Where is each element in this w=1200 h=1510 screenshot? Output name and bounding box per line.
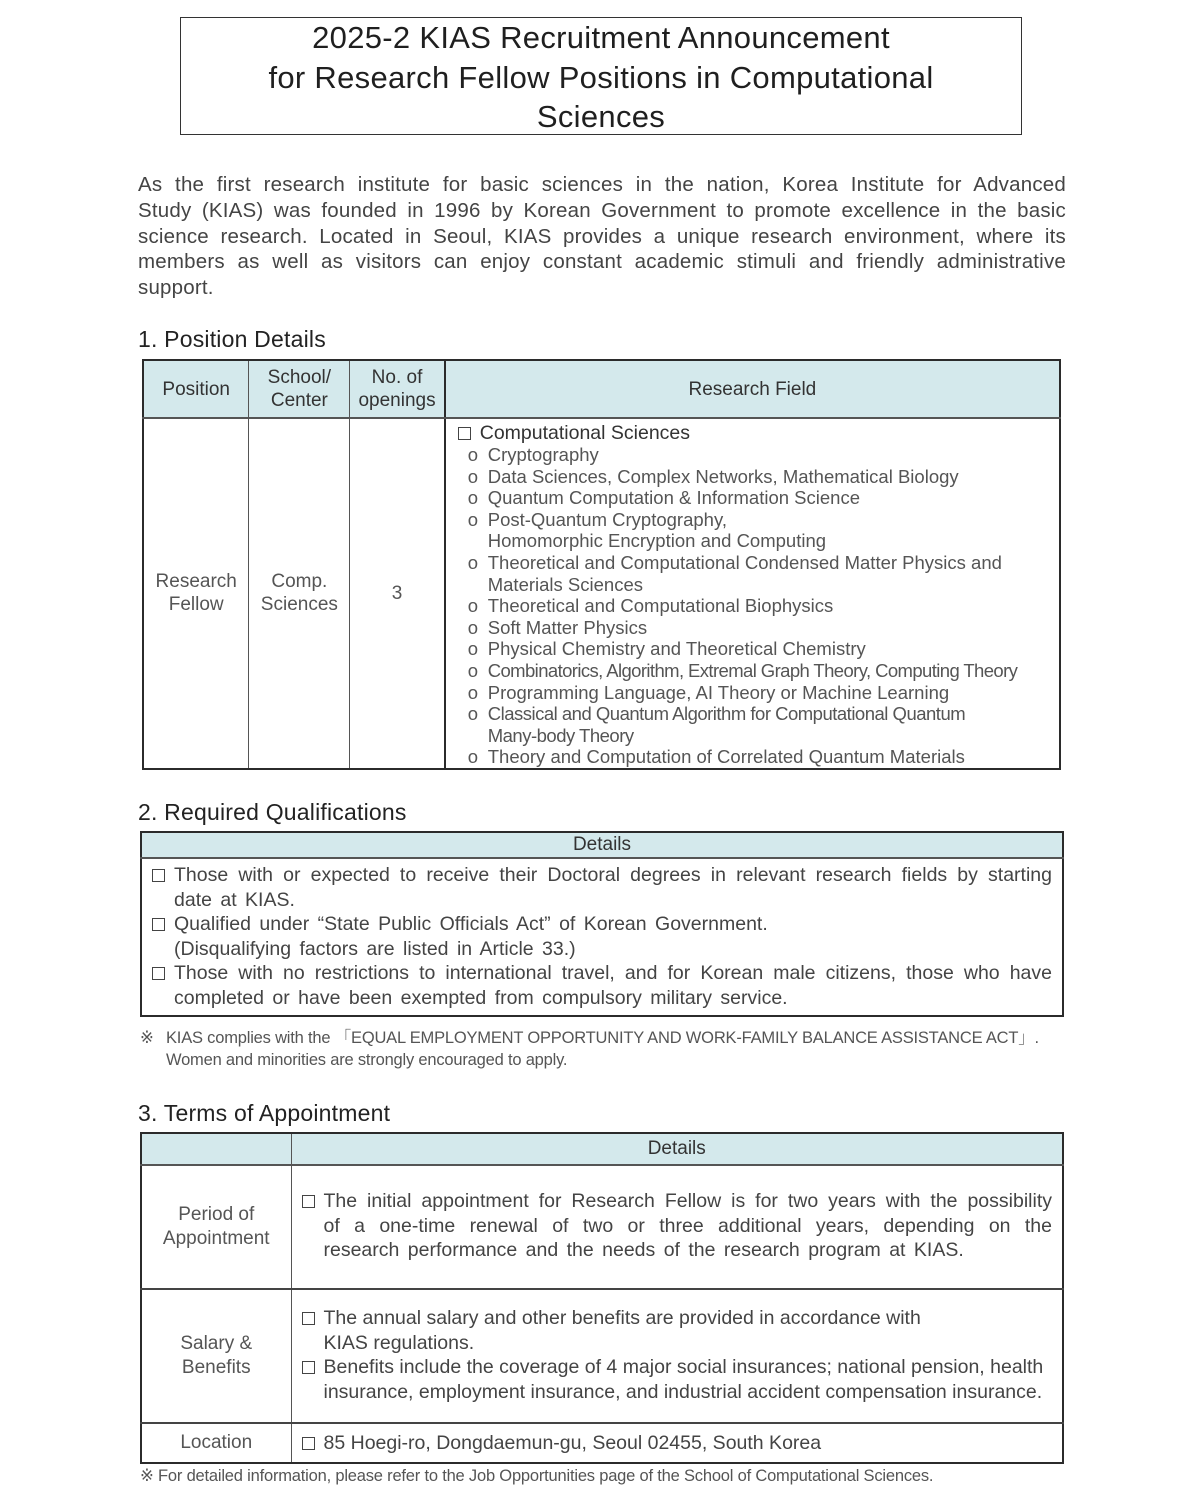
equal-opportunity-note <box>140 1024 1039 1048</box>
cell-school <box>249 418 350 769</box>
checkbox-square-icon <box>302 1437 315 1450</box>
reference-mark-icon: ※ <box>140 1029 154 1047</box>
qualifications-table <box>140 831 1064 1017</box>
list-item <box>458 552 1051 595</box>
table-row <box>141 858 1063 1016</box>
cell-research-fields <box>445 418 1060 769</box>
bullet-icon: o <box>467 465 479 487</box>
qualification-text: Those with no restrictions to international travel, and for Korean male citizens, those who have completed or have been exempted from compulsory military service. <box>174 962 1052 1009</box>
table-row-salary <box>141 1289 1063 1423</box>
cell-salary-details <box>291 1289 1063 1423</box>
term-item <box>302 1355 1053 1404</box>
list-item <box>458 638 1051 660</box>
checkbox-square-icon <box>152 869 165 882</box>
header-openings-line2: openings <box>358 390 436 411</box>
title-line-2: for Research Fellow Positions in Computational <box>268 59 934 95</box>
term-text: Benefits include the coverage of 4 major social insurances; national pension, health insurance, employment insurance, and industrial accident compensation insurance. <box>323 1356 1044 1403</box>
field-text: Classical and Quantum Algorithm for Computational Quantum <box>487 703 966 725</box>
bullet-icon: o <box>467 746 479 768</box>
field-text: Data Sciences, Complex Networks, Mathematical Biology <box>487 465 959 487</box>
cell-location-details <box>291 1423 1063 1463</box>
field-text: Combinatorics, Algorithm, Extremal Graph Theory, Computing Theory <box>487 659 1018 681</box>
header-details: Details <box>141 832 1063 858</box>
checkbox-square-icon <box>302 1312 315 1325</box>
intro-paragraph: As the first research institute for basic sciences in the nation, Korea Institute for Advanced Study (KIAS) was founded in 1996 by Korean Government to promote excellence in the basic science research. Located in Seoul, KIAS provides a unique research environment, where its members as well as visitors can enjoy constant academic stimuli and friendly administrative support. <box>138 173 1066 300</box>
document-title <box>180 17 1022 135</box>
label-salary <box>141 1289 291 1423</box>
school-line1: Comp. <box>271 571 328 593</box>
checkbox-square-icon <box>302 1361 315 1374</box>
cell-qualifications <box>141 858 1063 1016</box>
checkbox-square-icon <box>152 918 165 931</box>
list-item <box>458 487 1051 509</box>
section-title-terms-of-appointment: 3. Terms of Appointment <box>138 1100 391 1126</box>
label-line1: Period of <box>178 1203 255 1225</box>
detailed-info-note <box>140 1466 933 1486</box>
field-text: Theory and Computation of Correlated Quantum Materials <box>487 746 965 768</box>
bullet-icon: o <box>467 551 479 573</box>
bullet-icon: o <box>467 659 478 681</box>
list-item <box>458 660 1051 682</box>
list-item <box>458 703 1051 746</box>
field-text: Theoretical and Computational Condensed Matter Physics and <box>487 551 1002 573</box>
qualification-line2: (Disqualifying factors are listed in Article 33.) <box>174 937 576 960</box>
term-text: The annual salary and other benefits are provided in accordance with KIAS regulations. <box>323 1307 921 1354</box>
qualification-item <box>152 961 1052 1010</box>
table-row <box>143 418 1060 769</box>
bullet-icon: o <box>467 508 479 530</box>
header-blank <box>141 1133 291 1165</box>
field-text-cont: Materials Sciences <box>487 573 643 595</box>
qualification-item <box>152 863 1052 912</box>
label-line2: Appointment <box>162 1228 270 1249</box>
qualification-text <box>174 912 1052 961</box>
position-line1: Research <box>155 571 237 593</box>
school-line2: Sciences <box>260 594 338 616</box>
address-text: 85 Hoegi-ro, Dongdaemun-gu, Seoul 02455, South Korea <box>323 1431 822 1454</box>
header-openings <box>350 360 445 418</box>
header-details: Details <box>291 1133 1063 1165</box>
field-text: Programming Language, AI Theory or Machine Learning <box>487 681 950 703</box>
label-location: Location <box>141 1423 291 1463</box>
table-header-row <box>141 832 1063 858</box>
list-item <box>458 466 1051 488</box>
term-item <box>302 1431 1053 1456</box>
label-line2: Benefits <box>181 1357 251 1378</box>
term-item <box>302 1189 1053 1263</box>
cell-position <box>143 418 249 769</box>
header-school-line2: Center <box>270 390 328 411</box>
cell-period-details <box>291 1165 1063 1289</box>
field-text-cont: Many-body Theory <box>487 724 634 746</box>
note-text: For detailed information, please refer to the Job Opportunities page of the School of Computational Sciences. <box>158 1467 934 1485</box>
bullet-icon: o <box>467 703 478 725</box>
label-period <box>141 1165 291 1289</box>
field-text-cont: Homomorphic Encryption and Computing <box>487 530 827 552</box>
position-details-table <box>142 359 1061 770</box>
list-item <box>458 682 1051 704</box>
header-openings-line1: No. of <box>371 367 423 388</box>
title-line-3: Sciences <box>536 99 666 134</box>
research-field-list <box>458 444 1051 768</box>
header-position: Position <box>143 360 249 418</box>
cell-openings: 3 <box>350 418 445 769</box>
field-text: Soft Matter Physics <box>487 616 648 638</box>
note-line1: KIAS complies with the 「EQUAL EMPLOYMENT OPPORTUNITY AND WORK-FAMILY BALANCE ASSISTANCE ACT」. <box>166 1029 1039 1047</box>
list-item <box>458 444 1051 466</box>
title-line-1: 2025-2 KIAS Recruitment Announcement <box>312 20 890 55</box>
field-text: Quantum Computation & Information Science <box>487 487 860 509</box>
bullet-icon: o <box>467 616 479 638</box>
qualification-item <box>152 912 1052 961</box>
header-school-line1: School/ <box>267 367 332 388</box>
header-school-center <box>249 360 350 418</box>
qualification-text: Those with or expected to receive their Doctoral degrees in relevant research fields by starting date at KIAS. <box>174 864 1052 911</box>
table-row-location <box>141 1423 1063 1463</box>
table-header-row <box>143 360 1060 418</box>
list-item <box>458 595 1051 617</box>
checkbox-square-icon <box>152 967 165 980</box>
reference-mark-icon: ※ <box>140 1467 154 1485</box>
field-text: Theoretical and Computational Biophysics <box>487 595 834 617</box>
header-research-field: Research Field <box>445 360 1060 418</box>
position-line2: Fellow <box>168 594 224 616</box>
bullet-icon: o <box>467 487 479 509</box>
list-item <box>458 509 1051 552</box>
bullet-icon: o <box>467 638 479 660</box>
field-text: Cryptography <box>487 444 599 465</box>
field-heading <box>458 422 1051 444</box>
bullet-icon: o <box>467 595 479 617</box>
list-item <box>458 746 1051 768</box>
terms-table <box>140 1132 1064 1464</box>
field-text: Post-Quantum Cryptography, <box>487 508 727 530</box>
qualification-line1: Qualified under “State Public Officials Act” of Korean Government. <box>174 913 768 935</box>
field-text: Physical Chemistry and Theoretical Chemistry <box>487 638 866 660</box>
checkbox-square-icon <box>302 1195 315 1208</box>
list-item <box>458 617 1051 639</box>
term-item <box>302 1306 1053 1355</box>
encouragement-note: Women and minorities are strongly encouraged to apply. <box>166 1051 568 1069</box>
section-title-required-qualifications: 2. Required Qualifications <box>138 799 407 825</box>
table-header-row <box>141 1133 1063 1165</box>
label-line1: Salary & <box>180 1332 253 1354</box>
bullet-icon: o <box>467 444 479 465</box>
term-text: The initial appointment for Research Fellow is for two years with the possibility of a one-time renewal of two or three additional years, depending on the research performance and the needs of the research program at KIAS. <box>323 1190 1052 1262</box>
checkbox-square-icon <box>458 427 471 440</box>
field-heading-text: Computational Sciences <box>479 422 691 444</box>
section-title-position-details: 1. Position Details <box>138 326 326 352</box>
bullet-icon: o <box>467 681 479 703</box>
table-row-period <box>141 1165 1063 1289</box>
